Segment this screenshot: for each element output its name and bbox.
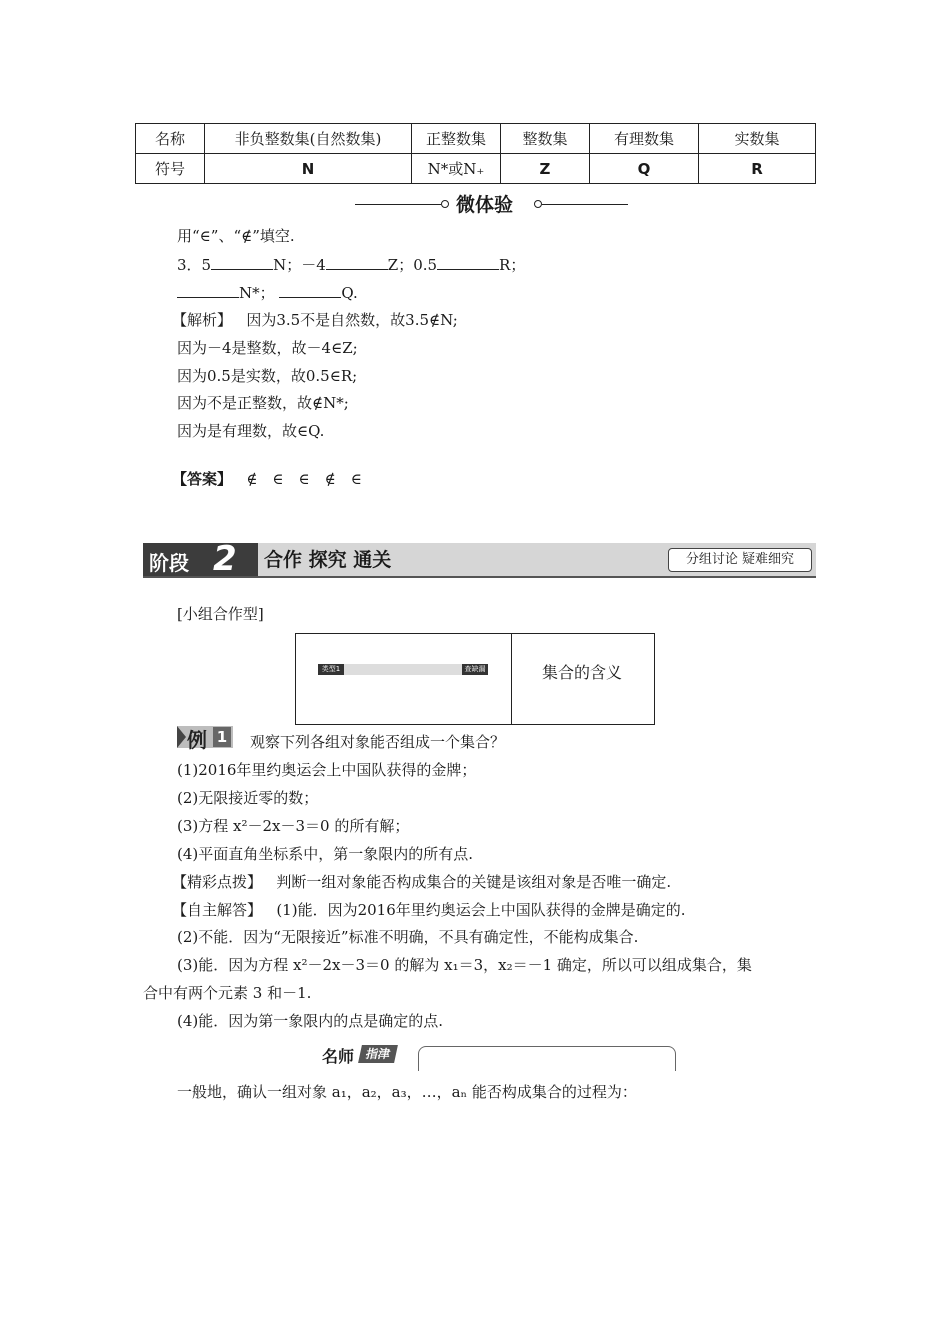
hint-label: 【精彩点拨】 <box>172 873 263 891</box>
example-tag-label: 例 <box>187 728 207 752</box>
example-item: (2)无限接近零的数； <box>177 789 319 807</box>
analysis-text: 因为3.5不是自然数，故3.5∉N; <box>246 311 458 329</box>
table-cell: 正整数集 <box>412 124 501 154</box>
solution-text: (2)不能．因为“无限接近”标准不明确，不具有确定性，不能构成集合. <box>177 928 639 946</box>
teacher-label: 名师 <box>322 1047 355 1066</box>
text: Z；0.5 <box>387 256 438 274</box>
table-cell: 非负整数集(自然数集) <box>205 124 412 154</box>
circle-ornament-icon <box>534 200 542 208</box>
blank <box>279 283 341 298</box>
stage-label <box>143 539 258 579</box>
circle-ornament-icon <box>441 200 449 208</box>
teacher-text: 一般地，确认一组对象 a₁，a₂，a₃，…，aₙ 能否构成集合的过程为： <box>177 1083 637 1101</box>
hint-text: 判断一组对象能否构成集合的关键是该组对象是否唯一确定. <box>276 873 672 891</box>
stage-badge: 分组讨论 疑难细究 <box>668 548 812 572</box>
stage-prefix: 阶段 <box>149 551 189 575</box>
table-cell: Z <box>501 154 590 184</box>
blank <box>177 283 239 298</box>
number-set-table <box>135 123 816 184</box>
blank <box>211 255 273 270</box>
table-cell: N <box>205 154 412 184</box>
table-cell: R <box>699 154 816 184</box>
solution-text: (1)能．因为2016年里约奥运会上中国队获得的金牌是确定的. <box>276 901 686 919</box>
divider-line <box>511 633 512 724</box>
type-tag: 类型1 <box>318 664 344 675</box>
teacher-tag: 指津 <box>358 1045 398 1063</box>
teacher-header <box>322 1044 412 1066</box>
solution-label: 【自主解答】 <box>172 901 263 919</box>
analysis-text: 因为－4是整数，故－4∈Z; <box>177 339 358 357</box>
table-cell: 实数集 <box>699 124 816 154</box>
divider-line <box>355 204 441 205</box>
instruction: 用“∈”、“∉”填空. <box>177 227 295 245</box>
stage-number: 2 <box>213 539 237 579</box>
example-question: 观察下列各组对象能否组成一个集合？ <box>250 733 506 751</box>
type-label: 集合的含义 <box>542 663 623 682</box>
example-item: (4)平面直角坐标系中，第一象限内的所有点. <box>177 845 474 863</box>
analysis-text: 因为不是正整数，故∉N*; <box>177 394 349 412</box>
answer-text: ∉ ∈ ∈ ∉ ∈ <box>246 470 362 488</box>
type-tag-right: 查缺漏 <box>462 664 488 675</box>
teacher-frame <box>418 1046 676 1071</box>
arrow-icon <box>177 726 186 748</box>
analysis-text: 因为是有理数，故∈Q. <box>177 422 325 440</box>
fill-line-1 <box>177 255 525 275</box>
text: 3．5 <box>177 256 212 274</box>
type-tag-bar <box>318 664 488 675</box>
analysis-text: 因为0.5是实数，故0.5∈R; <box>177 367 358 385</box>
answer-label: 【答案】 <box>172 470 233 488</box>
group-type: [小组合作型] <box>177 605 264 623</box>
table-row <box>136 154 816 184</box>
solution-line <box>172 900 686 920</box>
solution-text: 合中有两个元素 3 和－1. <box>143 984 312 1002</box>
micro-title: 微体验 <box>456 194 514 216</box>
example-item: (1)2016年里约奥运会上中国队获得的金牌； <box>177 761 477 779</box>
hint-line <box>172 872 671 892</box>
blank <box>437 255 499 270</box>
analysis-line <box>172 310 458 330</box>
blank <box>326 255 388 270</box>
table-cell: 符号 <box>136 154 205 184</box>
solution-text: (4)能．因为第一象限内的点是确定的点. <box>177 1012 444 1030</box>
answer-line <box>172 469 362 489</box>
example-item: (3)方程 x²－2x－3＝0 的所有解； <box>177 817 410 835</box>
table-cell: 有理数集 <box>590 124 699 154</box>
analysis-label: 【解析】 <box>172 311 233 329</box>
fill-line-2 <box>177 283 358 303</box>
table-cell: 整数集 <box>501 124 590 154</box>
table-row <box>136 124 816 154</box>
text: N；－4 <box>273 256 326 274</box>
text: N*； <box>239 284 275 302</box>
text: R； <box>499 256 526 274</box>
table-cell: 名称 <box>136 124 205 154</box>
text: Q. <box>341 284 358 302</box>
table-cell: N*或N₊ <box>412 154 501 184</box>
example-number: 1 <box>213 727 231 747</box>
stage-title: 合作 探究 通关 <box>264 549 392 571</box>
table-cell: Q <box>590 154 699 184</box>
example-tag <box>177 726 233 752</box>
solution-text: (3)能．因为方程 x²－2x－3＝0 的解为 x₁＝3，x₂＝－1 确定，所以可以组成集合，集 <box>177 956 752 974</box>
divider-line <box>542 204 628 205</box>
